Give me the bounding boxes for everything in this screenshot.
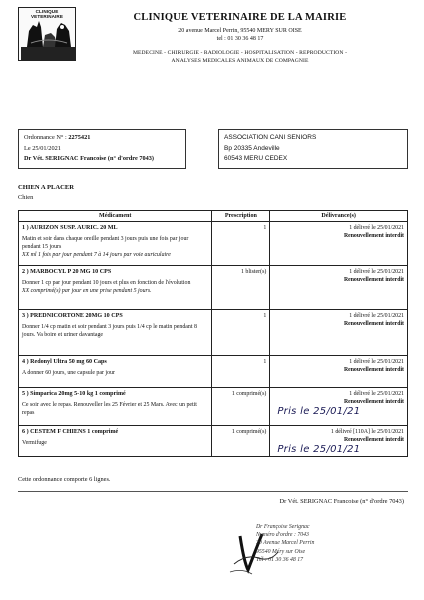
ordonnance-number-line — [24, 133, 180, 144]
table-row — [19, 310, 408, 356]
prescription-cell: 1 — [212, 356, 270, 388]
table-row — [19, 356, 408, 388]
clinic-name: CLINIQUE VETERINAIRE DE LA MAIRIE — [133, 12, 347, 23]
prescription-cell: 1 — [212, 222, 270, 266]
delivery-date: 1 délivré [110A] le 25/01/2021 — [330, 429, 404, 435]
header-medicament: Médicament — [19, 211, 212, 222]
delivery-cell — [270, 356, 408, 388]
medication-name: 4 ) Redonyl Ultra 50 mg 60 Caps — [22, 359, 107, 365]
ordonnance-date: Le 25/01/2021 — [24, 144, 61, 152]
renewal-status: Renouvellement interdit — [343, 233, 404, 239]
vet-stamp — [226, 520, 396, 580]
renewal-status: Renouvellement interdit — [343, 277, 404, 283]
delivery-date: 1 délivré le 25/01/2021 — [349, 269, 404, 275]
delivery-date: 1 délivré le 25/01/2021 — [349, 391, 404, 397]
services-line-1: MEDECINE - CHIRURGIE - RADIOLOGIE - HOSPITALISATION - REPRODUCTION - — [132, 50, 348, 56]
recipient-line-2: Bp 20335 Andeville — [224, 144, 280, 152]
delivery-cell — [270, 266, 408, 310]
medication-name: 6 ) CESTEM F CHIENS 1 comprimé — [22, 429, 119, 435]
delivery-cell — [270, 222, 408, 266]
medication-note: XX comprimé(s) par jour en une prise pendant 5 jours. — [22, 288, 152, 294]
renewal-status: Renouvellement interdit — [343, 321, 404, 327]
header-prescription: Prescription — [212, 211, 270, 222]
clinic-phone: tel : 01 30 36 48 17 — [216, 36, 264, 42]
medication-instructions: Donner 1/4 cp matin et soir pendant 3 jours puis 1/4 cp le matin pendant 8 jours. Va boire et uriner davantage — [22, 324, 197, 338]
animal-title: CHIEN A PLACER — [18, 184, 75, 191]
medication-name: 2 ) MARBOCYL P 20 MG 10 CPS — [22, 269, 112, 275]
medication-name: 3 ) PREDNICORTONE 20MG 10 CPS — [22, 313, 123, 319]
prescription-cell: 1 — [212, 310, 270, 356]
medication-instructions: Ce soir avec le repas. Renouveller les 25 Février et 25 Mars. Avec un petit repas — [22, 402, 197, 416]
ordonnance-number-label: Ordonnance N° : — [24, 134, 67, 141]
renewal-status: Renouvellement interdit — [343, 437, 404, 443]
clinic-address-block — [110, 27, 370, 43]
ordonnance-info-box — [18, 129, 186, 169]
stamp-line-3: 20 Avenue Marcel Perrin — [256, 540, 315, 547]
recipient-box — [218, 129, 408, 169]
medication-cell — [19, 310, 212, 356]
medication-name: 1 ) AURIZON SUSP. AURIC. 20 ML — [22, 225, 118, 231]
signer-name: Dr Vét. SERIGNAC Francoise (n° d'ordre 7043) — [279, 498, 404, 505]
lines-count: Cette ordonnance comporte 6 lignes. — [18, 476, 111, 483]
ordonnance-vet: Dr Vét. SERIGNAC Francoise (n° d'ordre 7043) — [24, 155, 155, 162]
renewal-status: Renouvellement interdit — [343, 399, 404, 405]
stamp-line-5: Tél : 01 30 36 48 17 — [256, 556, 304, 563]
stamp-line-2: Numéro d'ordre : 7043 — [256, 532, 309, 539]
delivery-cell — [270, 388, 408, 426]
handwritten-note: Pris le 25/01/21 — [277, 444, 361, 455]
medication-table — [18, 210, 408, 457]
delivery-date: 1 délivré le 25/01/2021 — [349, 225, 404, 231]
stamp-line-1: Dr Françoise Serignac — [256, 524, 310, 530]
ordonnance-number: 2275421 — [68, 134, 91, 141]
prescription-cell: 1 comprimé(s) — [212, 426, 270, 457]
animal-species: Chien — [18, 194, 34, 201]
clinic-services — [95, 49, 385, 65]
medication-cell — [19, 356, 212, 388]
delivery-date: 1 délivré le 25/01/2021 — [349, 359, 404, 365]
medication-note: XX ml 1 fois par jour pendant 7 à 14 jours par voie auriculaire — [22, 252, 171, 258]
medication-cell — [19, 388, 212, 426]
delivery-cell — [270, 310, 408, 356]
table-row — [19, 426, 408, 457]
medication-name: 5 ) Simparica 20mg 5-10 kg 1 comprimé — [22, 391, 126, 397]
clinic-logo — [18, 7, 76, 61]
prescription-cell: 1 blister(s) — [212, 266, 270, 310]
clinic-address: 20 avenue Marcel Perrin, 95540 MERY SUR OISE — [178, 28, 302, 34]
medication-instructions: Matin et soir dans chaque oreille pendant 3 jours puis une fois par jour pendant 15 jours — [22, 236, 189, 250]
table-header-row — [19, 211, 408, 222]
animals-logo-icon — [21, 17, 75, 61]
renewal-status: Renouvellement interdit — [343, 367, 404, 373]
medication-instructions: A donner 60 jours, une capsule par jour — [22, 370, 115, 376]
medication-instructions: Donner 1 cp par jour pendant 10 jours et plus en fonction de l'évolution — [22, 280, 191, 286]
services-line-2: ANALYSES MEDICALES ANIMAUX DE COMPAGNIE — [171, 58, 309, 64]
header-delivrance: Délivrance(s) — [270, 211, 408, 222]
medication-instructions: Vermifuge — [22, 440, 47, 446]
recipient-line-3: 60543 MERU CEDEX — [224, 155, 288, 162]
prescription-cell: 1 comprimé(s) — [212, 388, 270, 426]
medication-cell — [19, 266, 212, 310]
delivery-cell — [270, 426, 408, 457]
table-row — [19, 222, 408, 266]
handwritten-note: Pris le 25/01/21 — [277, 406, 361, 417]
recipient-line-1: ASSOCIATION CANI SENIORS — [224, 134, 317, 141]
stamp-text — [256, 523, 314, 564]
delivery-date: 1 délivré le 25/01/2021 — [349, 313, 404, 319]
footer-divider — [18, 491, 408, 492]
table-row — [19, 266, 408, 310]
medication-cell — [19, 222, 212, 266]
table-row — [19, 388, 408, 426]
stamp-line-4: 95540 Méry sur Oise — [256, 548, 306, 555]
logo-text: CLINIQUE VETERINAIRE — [31, 9, 63, 19]
medication-cell — [19, 426, 212, 457]
